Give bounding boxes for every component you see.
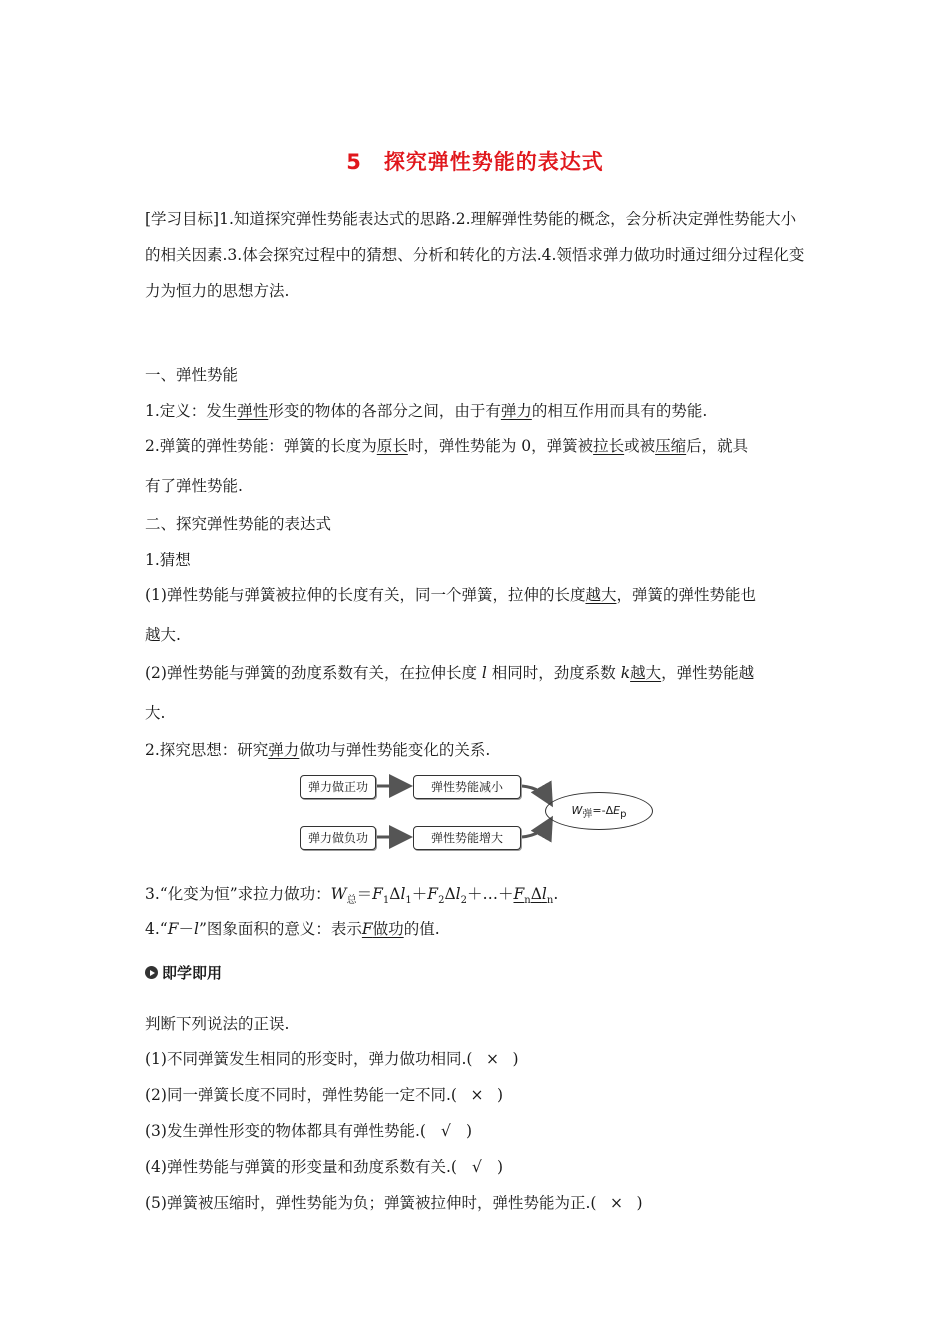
blank-answer: 原长 [376, 437, 408, 455]
box-negative-work: 弹力做负功 [300, 826, 376, 850]
text-span: (1)不同弹簧发生相同的形变时，弹力做功相同.( [145, 1050, 473, 1068]
var-f: F [372, 885, 383, 903]
page-title [0, 146, 950, 176]
text-span: ”图象面积的意义：表示 [198, 920, 362, 938]
text-span: 的相互作用而具有的势能. [531, 402, 708, 420]
text-span: 4.“ [145, 920, 168, 938]
text-span: (1)弹性势能与弹簧被拉伸的长度有关，同一个弹簧，拉伸的长度 [145, 586, 586, 604]
blank-answer [513, 885, 554, 907]
guess-heading: 1.猜想 [145, 551, 191, 569]
text-span: 3.“化变为恒”求拉力做功： [145, 885, 331, 903]
text-span: (2)弹性势能与弹簧的劲度系数有关，在拉伸长度 [145, 664, 482, 682]
text-span: (2)同一弹簧长度不同时，弹性势能一定不同.( [145, 1086, 457, 1104]
judgment-item [145, 1155, 810, 1177]
guess2-line [145, 661, 810, 683]
spring-energy-line-cont: 有了弹性势能. [145, 477, 243, 495]
var-f: F [167, 920, 179, 938]
learning-objectives: [学习目标]1.知道探究弹性势能表达式的思路.2.理解弹性势能的概念，会分析决定弹性势能大小的相关因素.3.体会探究过程中的猜想、分析和转化的方法.4.领悟求弹力做功时通过细分过程化变力为恒力的思想方法. [145, 210, 805, 300]
blank-answer: 弹力 [268, 741, 300, 759]
text-span: ，弹簧的弹性势能也 [616, 586, 756, 604]
var-f: F [361, 920, 373, 938]
var-w: W [571, 804, 583, 817]
text-span: (4)弹性势能与弹簧的形变量和劲度系数有关.( [145, 1158, 457, 1176]
var-f: F [427, 885, 439, 903]
text-span: ) [496, 1086, 503, 1104]
answer-mark: × [470, 1086, 484, 1104]
blank-answer: 弹力 [500, 402, 532, 420]
text-span: 的值. [403, 920, 440, 938]
judgment-item [145, 1047, 810, 1069]
text-span: (3)发生弹性形变的物体都具有弹性势能.( [145, 1122, 426, 1140]
var-l: l [455, 885, 461, 903]
play-circle-icon [145, 966, 158, 979]
text-span: . [553, 885, 559, 903]
text-span: (5)弹簧被压缩时，弹性势能为负；弹簧被拉伸时，弹性势能为正.( [145, 1194, 597, 1212]
formula-ellipse [545, 792, 653, 830]
guess1-line [145, 583, 810, 605]
var-f: F [513, 885, 525, 903]
subscript: 总 [346, 895, 357, 907]
title-number: 5 [346, 150, 362, 174]
practice-heading-text: 即学即用 [162, 964, 223, 982]
graph-area-line [145, 917, 810, 939]
text-span: 做功与弹性势能变化的关系. [299, 741, 491, 759]
blank-answer: 弹性 [237, 402, 269, 420]
subscript: 2 [438, 895, 445, 907]
judgment-item [145, 1083, 810, 1105]
curved-arrow-icon [522, 821, 550, 837]
blank-answer: 越大 [630, 664, 662, 682]
text-span: ) [636, 1194, 643, 1212]
answer-mark: × [485, 1050, 499, 1068]
text-span: 时，弹性势能为 0，弹簧被 [407, 437, 594, 455]
text-span: ＋ [411, 885, 428, 903]
text-span: ，弹性势能越 [661, 664, 755, 682]
section2-heading: 二、探究弹性势能的表达式 [145, 515, 332, 533]
var-l: l [400, 885, 406, 903]
text-span: ＋…＋ [466, 885, 514, 903]
text-span: ＝ [356, 885, 373, 903]
text-span: =- [592, 804, 606, 817]
var-w: W [330, 885, 347, 903]
judgment-item [145, 1119, 810, 1141]
subscript: n [546, 895, 554, 907]
subscript: 弹 [582, 809, 593, 821]
title-text: 探究弹性势能的表达式 [383, 150, 604, 174]
work-sum-line [145, 882, 810, 906]
text-span: 或被 [624, 437, 656, 455]
text-span: 2.弹簧的弹性势能：弹簧的长度为 [145, 437, 377, 455]
delta-symbol: Δ [389, 885, 401, 903]
delta-symbol: Δ [444, 885, 456, 903]
var-l: l [194, 920, 199, 938]
blank-answer: 压缩 [655, 437, 687, 455]
practice-intro: 判断下列说法的正误. [145, 1015, 290, 1033]
blank-answer: 拉长 [593, 437, 625, 455]
var-l: l [481, 664, 487, 682]
practice-heading [145, 962, 810, 983]
text-span: ) [512, 1050, 519, 1068]
text-span: ) [496, 1158, 503, 1176]
blank-answer [362, 920, 404, 938]
definition-line [145, 399, 810, 421]
text-span: 做功 [372, 920, 404, 938]
section1-heading: 一、弹性势能 [145, 366, 239, 384]
text-span: ) [465, 1122, 472, 1140]
text-span: 形变的物体的各部分之间，由于有 [268, 402, 501, 420]
text-span: 后，就具 [686, 437, 749, 455]
text-span: 1.定义：发生 [145, 402, 238, 420]
subscript: p [620, 809, 627, 821]
spring-energy-line [145, 434, 810, 456]
energy-work-diagram [290, 764, 660, 856]
text-span: － [178, 920, 194, 938]
box-energy-increase: 弹性势能增大 [413, 826, 521, 850]
subscript: n [524, 895, 531, 907]
guess2-line-cont: 大. [145, 704, 166, 722]
answer-mark: √ [440, 1122, 451, 1140]
delta-symbol: Δ [530, 885, 542, 903]
text-span: 2.探究思想：研究 [145, 741, 269, 759]
curved-arrow-icon [522, 786, 550, 802]
blank-answer: 越大 [585, 586, 617, 604]
idea-line [145, 738, 810, 760]
box-energy-decrease: 弹性势能减小 [413, 775, 521, 799]
var-e: E [613, 804, 621, 817]
subscript: 2 [460, 895, 467, 907]
var-k: k [620, 664, 631, 682]
answer-mark: √ [471, 1158, 482, 1176]
subscript: 1 [405, 895, 412, 907]
guess1-line-cont: 越大. [145, 626, 181, 644]
box-positive-work: 弹力做正功 [300, 775, 376, 799]
text-span: 相同时，劲度系数 [486, 664, 621, 682]
answer-mark: × [609, 1194, 623, 1212]
var-l: l [541, 885, 547, 903]
judgment-item [145, 1191, 810, 1213]
subscript: 1 [382, 895, 390, 907]
delta-symbol: Δ [605, 804, 614, 817]
